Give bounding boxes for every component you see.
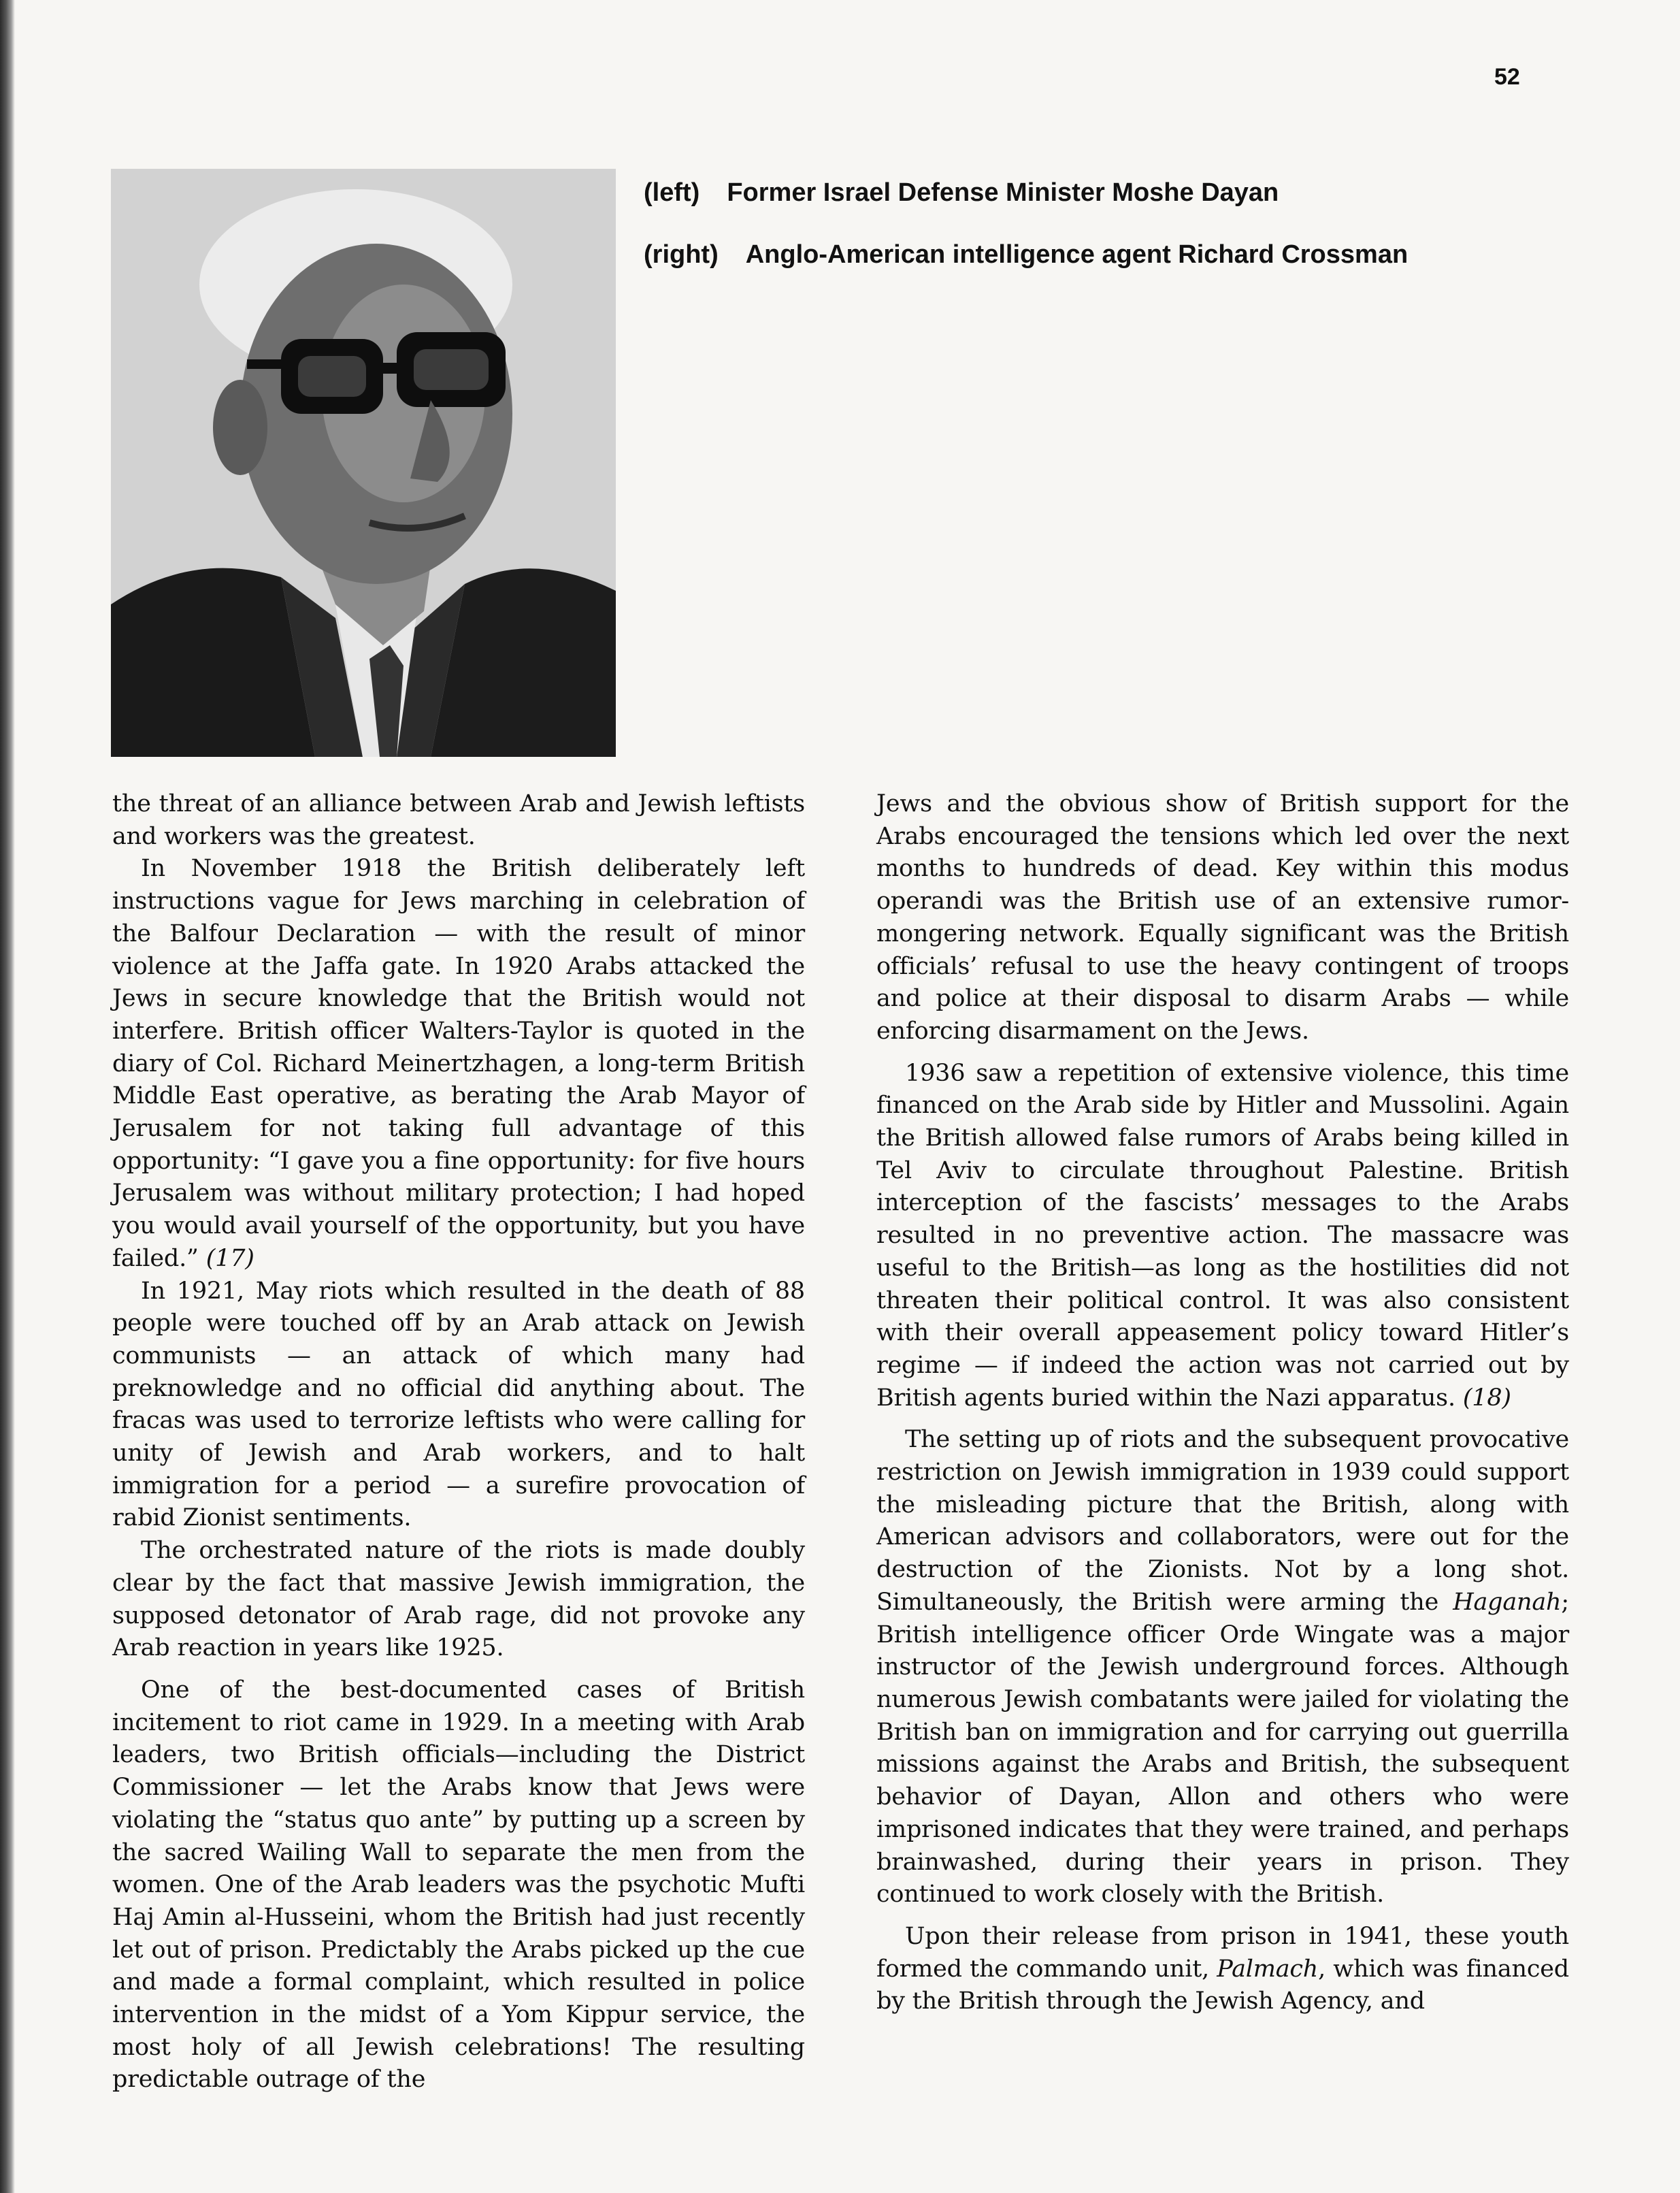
term-haganah: Haganah xyxy=(1453,1588,1562,1616)
photo-captions xyxy=(644,178,1610,302)
caption-right-text: Anglo-American intelligence agent Richard Crossman xyxy=(745,240,1409,269)
page-number: 52 xyxy=(1494,64,1520,90)
left-paragraph-1: the threat of an alliance between Arab and Jewish leftists and workers was the greatest. xyxy=(112,790,805,850)
page-edge-shadow xyxy=(0,0,15,2193)
left-paragraph-2 xyxy=(112,853,805,1275)
right-paragraph-4-text-b: , which was financed by the British through the Jewish Agency, and xyxy=(876,1955,1569,2015)
right-paragraph-4 xyxy=(876,1921,1569,2018)
footnote-ref-18: (18) xyxy=(1462,1384,1511,1412)
left-paragraph-4: The orchestrated nature of the riots is made doubly clear by the fact that massive Jewish immigration, the supposed detonator of Arab rage, did not provoke any Arab reaction in years like 1925. xyxy=(112,1537,805,1662)
caption-left xyxy=(644,178,1610,208)
right-paragraph-3-text-a: The setting up of riots and the subsequent provocative restriction on Jewish immigration in 1939 could support the misleading picture that the British, along with American advisors and collaborators, were out for the destruction of the Zionists. Not by a long shot. Simultaneously, the British were arming the xyxy=(876,1426,1569,1616)
left-paragraph-5: One of the best-documented cases of British incitement to riot came in 1929. In a meeting with Arab leaders, two British officials—including the District Commissioner — let the Arabs know that Jews were violating the “status quo ante” by putting up a screen by the sacred Wailing Wall to separate the men from the women. One of the Arab leaders was the psychotic Mufti Haj Amin al-Husseini, whom the British had just recently let out of prison. Predictably the Arabs picked up the cue and made a formal complaint, which resulted in police intervention in the midst of a Yom Kippur service, the most holy of all Jewish celebrations! The resulting predictable outrage of the xyxy=(112,1676,805,2094)
term-palmach: Palmach xyxy=(1217,1955,1319,1983)
right-paragraph-2 xyxy=(876,1058,1569,1415)
right-paragraph-2-text: 1936 saw a repetition of extensive violence, this time financed on the Arab side by Hitler and Mussolini. Again the British allowed false rumors of Arabs being killed in Tel Aviv to circulate throughout Palestine. British interception of the fascists’ messages to the Arabs resulted in no preventive action. The massacre was useful to the British—as long as the hostilities did not threaten their political control. It was also consistent with their overall appeasement policy toward Hitler’s regime — if indeed the action was not carried out by British agents buried within the Nazi apparatus. xyxy=(876,1059,1569,1412)
caption-left-text: Former Israel Defense Minister Moshe Dayan xyxy=(727,178,1279,207)
right-paragraph-4-text-a: Upon their release from prison in 1941, these youth formed the commando unit, xyxy=(876,1922,1569,1983)
right-paragraph-3-text-b: ; British intelligence officer Orde Wingate was a major instructor of the Jewish underground forces. Although numerous Jewish combatants were jailed for violating the British ban on immigration and for carrying out guerrilla missions against the Arabs and British, the subsequent behavior of Dayan, Allon and others who were imprisoned indicates that they were trained, and perhaps brainwashed, during their years in prison. They continued to work closely with the British. xyxy=(876,1588,1569,1908)
right-paragraph-1: Jews and the obvious show of British support for the Arabs encouraged the tensions which led over the next months to hundreds of dead. Key within this modus operandi was the British use of an extensive rumor-mongering network. Equally significant was the British officials’ refusal to use the heavy contingent of troops and police at their disposal to disarm Arabs — while enforcing disarmament on the Jews. xyxy=(876,790,1569,1045)
portrait-image xyxy=(111,169,616,757)
caption-right xyxy=(644,240,1610,270)
right-column xyxy=(876,788,1569,2018)
caption-left-tag: (left) xyxy=(644,178,700,207)
left-paragraph-2-text: In November 1918 the British deliberately left instructions vague for Jews marching in celebration of the Balfour Declaration — with the result of minor violence at the Jaffa gate. In 1920 Arabs attacked the Jews in secure knowledge that the British would not interfere. British officer Walters-Taylor is quoted in the diary of Col. Richard Meinertzhagen, a long-term British Middle East operative, as berating the Arab Mayor of Jerusalem for not taking full advantage of this opportunity: “I gave you a fine opportunity: for five hours Jerusalem was without military protection; I had hoped you would avail yourself of the opportunity, but you have failed.” xyxy=(112,855,805,1272)
left-column xyxy=(112,788,805,2096)
left-paragraph-3: In 1921, May riots which resulted in the death of 88 people were touched off by an Arab attack on Jewish communists — an attack of which many had preknowledge and no official did anything about. The fracas was used to terrorize leftists who were calling for unity of Jewish and Arab workers, and to halt immigration for a period — a surefire provocation of rabid Zionist sentiments. xyxy=(112,1277,805,1532)
caption-right-tag: (right) xyxy=(644,240,719,269)
footnote-ref-17: (17) xyxy=(205,1244,254,1272)
portrait-photo xyxy=(111,169,616,757)
right-paragraph-3 xyxy=(876,1424,1569,1911)
